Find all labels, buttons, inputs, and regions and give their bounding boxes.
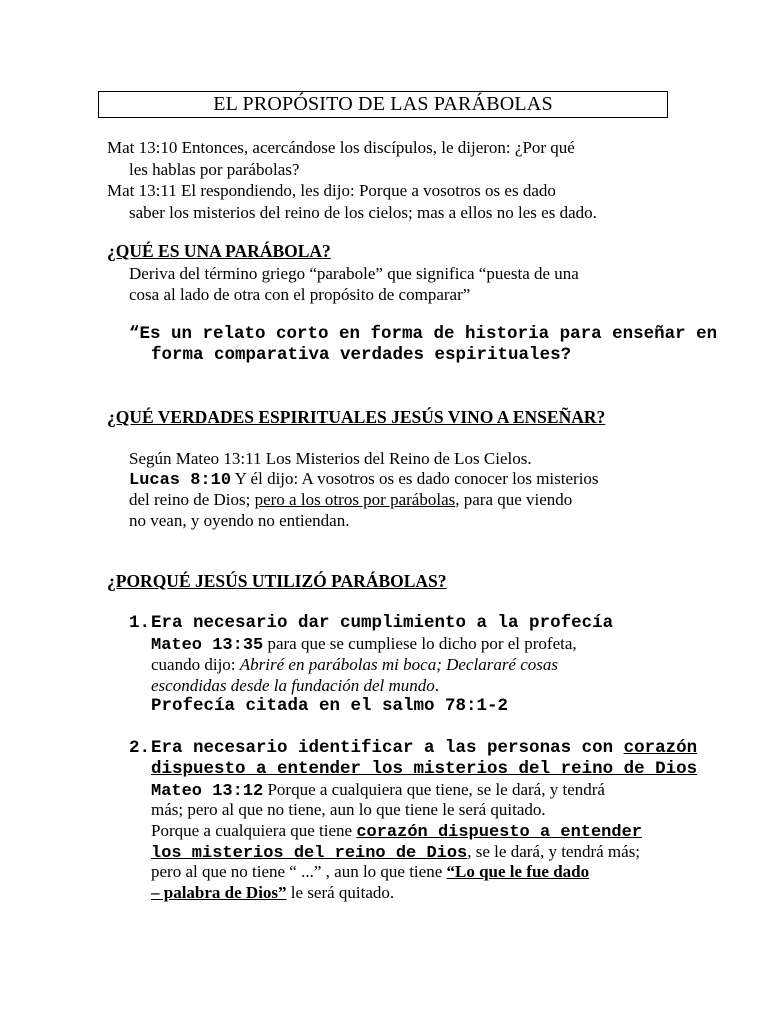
item2-text5-underlined: “Lo que le fue dado xyxy=(446,862,590,881)
item2-text1: Porque a cualquiera que tiene, se le dará, y tendrá xyxy=(263,780,605,799)
item1-number: 1. xyxy=(129,613,151,633)
item1-reference: Mateo 13:35 xyxy=(151,636,264,655)
item2-title-underlined: corazón xyxy=(623,738,698,758)
item2-line1 xyxy=(151,780,605,802)
lucas-line xyxy=(129,469,599,491)
item2-text6-underlined: – palabra de Dios” xyxy=(151,883,287,902)
item1-text1: para que se cumpliese lo dicho por el profeta, xyxy=(263,634,577,653)
item2-number: 2. xyxy=(129,738,151,758)
item2-line5 xyxy=(151,862,589,882)
item1-line2 xyxy=(151,655,558,675)
definition-line1: Deriva del término griego “parabole” que significa “puesta de una xyxy=(129,264,579,283)
mateo-reference-line: Según Mateo 13:11 Los Misterios del Reino de Los Cielos. xyxy=(129,449,532,468)
lucas-reference: Lucas 8:10 xyxy=(129,471,232,490)
lucas-line2 xyxy=(129,490,572,510)
item1-line3 xyxy=(151,676,439,696)
page-title: EL PROPÓSITO DE LAS PARÁBOLAS xyxy=(98,91,668,118)
item1-italic-quote-end: escondidas desde la fundación del mundo xyxy=(151,676,435,695)
item2-title-line2: dispuesto a entender los misterios del reino de Dios xyxy=(151,759,698,779)
section-heading-porque-parabolas: ¿PORQUÉ JESÚS UTILIZÓ PARÁBOLAS? xyxy=(107,571,447,591)
quote-line2: forma comparativa verdades espirituales? xyxy=(151,345,572,365)
item2-title-start: Era necesario identificar a las personas con xyxy=(151,738,624,758)
item2-line3 xyxy=(151,821,642,843)
item2-line6 xyxy=(151,883,394,903)
item2-title-line1 xyxy=(151,738,697,758)
lucas-underlined-phrase: pero a los otros por parábolas xyxy=(254,490,456,509)
lucas-line3: no vean, y oyendo no entiendan. xyxy=(129,511,350,530)
item2-text6-end: le será quitado. xyxy=(286,883,395,902)
item2-text3-start: Porque a cualquiera que tiene xyxy=(151,821,357,840)
item1-italic-quote: Abriré en parábolas mi boca; Declararé cosas xyxy=(239,655,559,674)
item2-text5-start: pero al que no tiene “ ...” , aun lo que tiene xyxy=(151,862,447,881)
verse-mat-13-11-line1: Mat 13:11 El respondiendo, les dijo: Porque a vosotros os es dado xyxy=(107,181,556,200)
section-heading-verdades-espirituales: ¿QUÉ VERDADES ESPIRITUALES JESÚS VINO A ENSEÑAR? xyxy=(107,407,606,427)
item2-text4-underlined: los misterios del reino de Dios xyxy=(151,844,468,863)
item1-line1 xyxy=(151,634,577,656)
item1-title: Era necesario dar cumplimiento a la profecía xyxy=(151,613,614,633)
item2-text3-underlined: corazón dispuesto a entender xyxy=(356,823,642,842)
lucas-line2-start: del reino de Dios; xyxy=(129,490,255,509)
verse-mat-13-11-line2: saber los misterios del reino de los cielos; mas a ellos no les es dado. xyxy=(129,203,597,222)
item1-text2: cuando dijo: xyxy=(151,655,240,674)
item1-citation: Profecía citada en el salmo 78:1-2 xyxy=(151,696,509,716)
quote-line1: “Es un relato corto en forma de historia para enseñar en xyxy=(129,324,718,344)
section-heading-que-es-parabola: ¿QUÉ ES UNA PARÁBOLA? xyxy=(107,241,331,261)
item2-line2: más; pero al que no tiene, aun lo que tiene le será quitado. xyxy=(151,800,546,819)
lucas-text: Y él dijo: A vosotros os es dado conocer los misterios xyxy=(231,469,599,488)
item2-text4-end: , se le dará, y tendrá más; xyxy=(467,842,641,861)
verse-mat-13-10-line1: Mat 13:10 Entonces, acercándose los discípulos, le dijeron: ¿Por qué xyxy=(107,138,575,157)
item1-period: . xyxy=(434,676,440,695)
item2-reference: Mateo 13:12 xyxy=(151,782,264,801)
definition-line2: cosa al lado de otra con el propósito de comparar” xyxy=(129,285,471,304)
item2-line4 xyxy=(151,842,640,864)
lucas-line2-end: , para que viendo xyxy=(455,490,573,509)
verse-mat-13-10-line2: les hablas por parábolas? xyxy=(129,160,300,179)
